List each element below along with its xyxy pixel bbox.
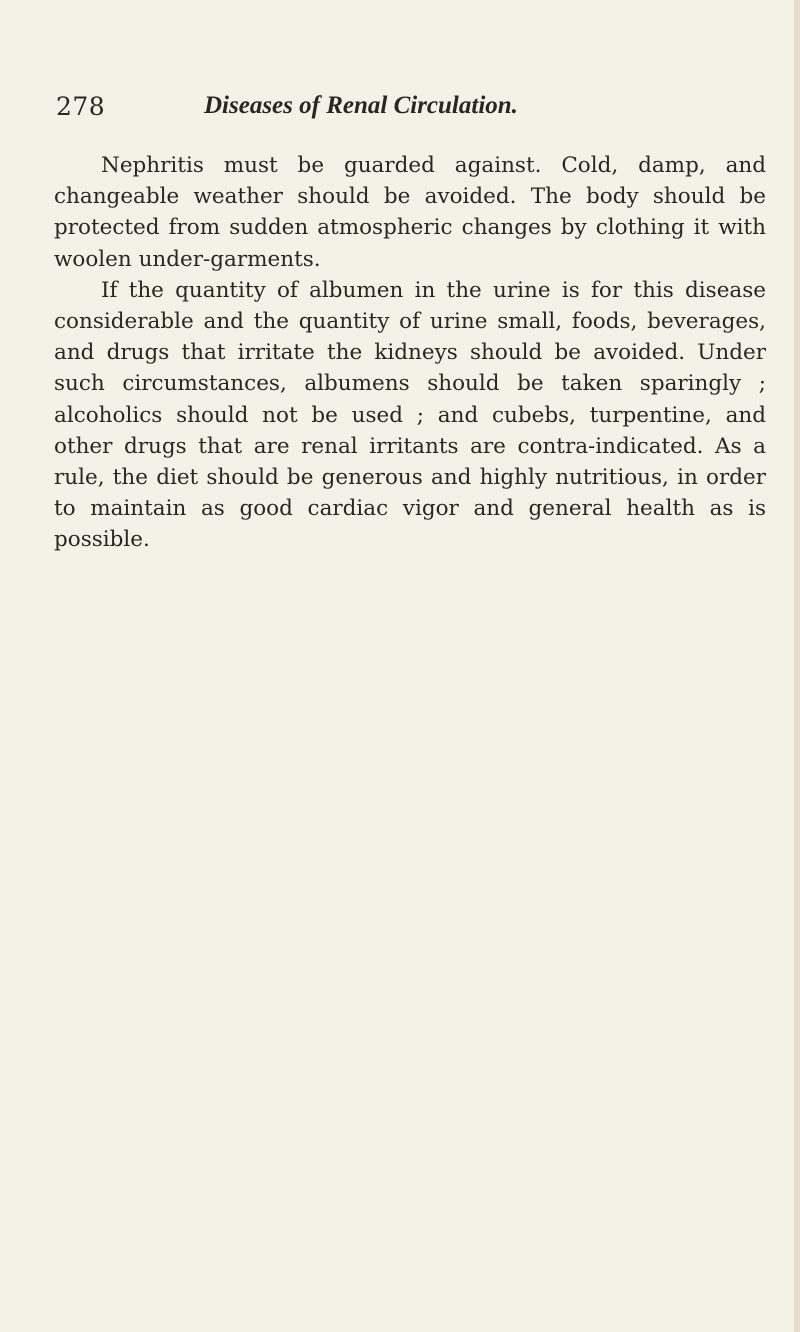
running-title: Diseases of Renal Circulation. [204,92,518,119]
page-header [56,92,756,126]
body-text [54,150,766,556]
paragraph-nephritis: Nephritis must be guarded against. Cold, damp, and changeable weather should be avoided. The body should be protected from sudden atmospheric changes by clothing it with woolen under-garments. [54,153,766,272]
page-edge [794,0,800,1332]
page-number: 278 [56,92,106,121]
paragraph-albumen: If the quantity of albumen in the urine is for this disease considerable and the quantity of urine small, foods, beverages, and drugs that irritate the kidneys should be avoided. Under such circumstances, albumens should be taken sparingly ; alcoholics should not be used ; and cubebs, turpentine, and other drugs that are renal irritants are contra-indicated. As a rule, the diet should be generous and highly nutritious, in order to maintain as good cardiac vigor and general health as is possible. [54,277,766,553]
